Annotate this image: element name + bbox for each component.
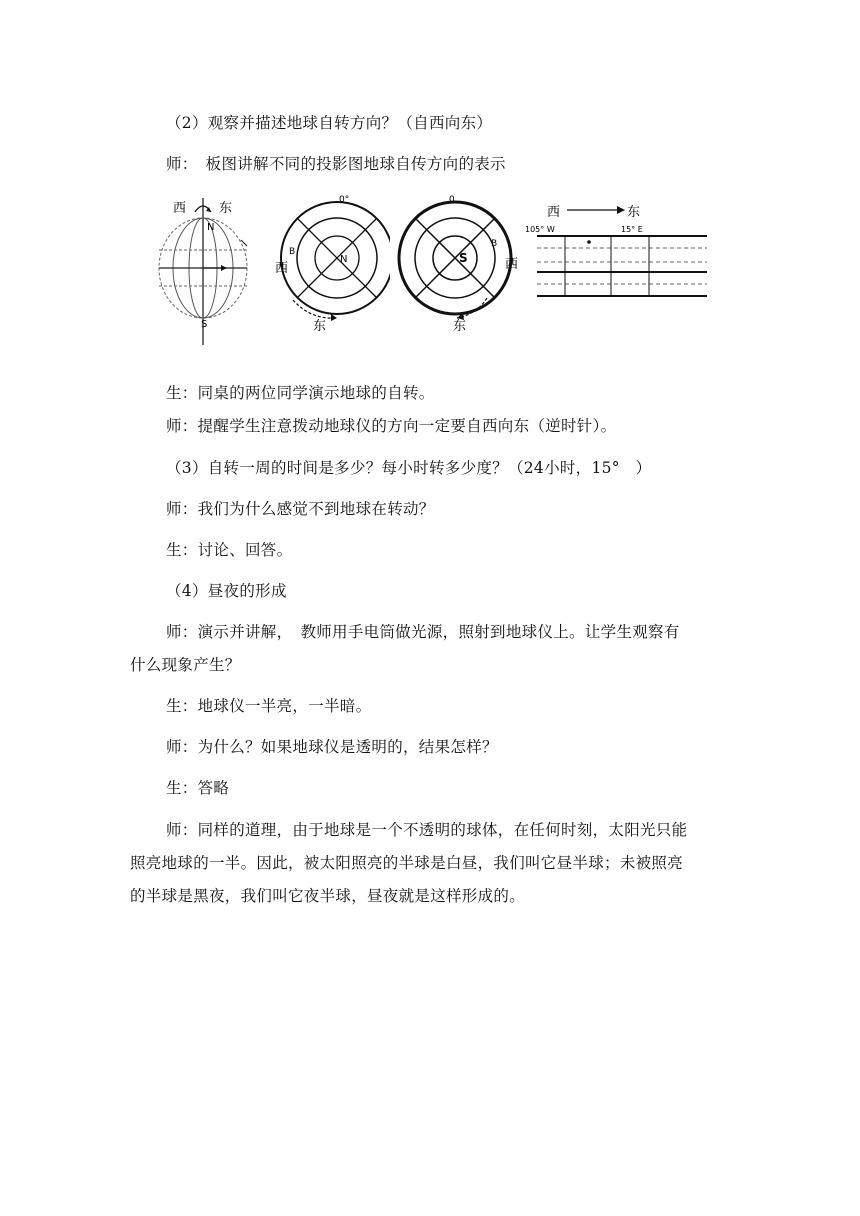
text-line-why-not-feel: 师：我们为什么感觉不到地球在转动？ [166, 500, 435, 518]
text-line-observe-rotation: （2）观察并描述地球自转方向？（自西向东） [166, 114, 493, 132]
south-pole-view-figure [395, 190, 525, 350]
text-line-demo-explain: 师：演示并讲解， 教师用手电筒做光源，照射到地球仪上。让学生观察有 [166, 623, 680, 641]
text-line-same-reason-cont1: 照亮地球的一半。因此，被太阳照亮的半球是白昼，我们叫它昼半球；未被照亮 [130, 854, 684, 872]
fig2-degree-label: 0° [339, 195, 350, 205]
fig2-east-label: 东 [313, 319, 327, 334]
fig2-west-label: 西 [275, 261, 289, 276]
text-line-rotation-period: （3）自转一周的时间是多少？每小时转多少度？（24小时，15° ） [166, 459, 652, 477]
text-line-same-reason: 师：同样的道理，由于地球是一个不透明的球体，在任何时刻，太阳光只能 [166, 821, 688, 839]
text-line-day-night-heading: （4）昼夜的形成 [166, 582, 287, 600]
text-line-half-bright: 生：地球仪一半亮，一半暗。 [166, 697, 372, 715]
text-line-teacher-board: 师： 板图讲解不同的投影图地球自传方向的表示 [166, 155, 506, 173]
fig4-right-longitude: 15° E [621, 225, 643, 234]
fig1-west-label: 西 [173, 201, 187, 216]
fig1-south-label: S [201, 319, 208, 330]
fig2-pole-label: N [340, 254, 348, 265]
fig3-west-label: 西 [505, 257, 519, 272]
text-line-demo-explain-cont: 什么现象产生？ [130, 656, 241, 674]
fig3-pole-label: S [459, 251, 468, 265]
fig3-degree-label: 0 [449, 195, 455, 205]
rotation-direction-figures [155, 190, 715, 350]
fig4-west-label: 西 [547, 205, 561, 220]
text-line-answer-omitted: 生：答略 [166, 779, 230, 797]
text-line-teacher-remind: 师：提醒学生注意拨动地球仪的方向一定要自西向东（逆时针）。 [166, 417, 617, 435]
text-line-discuss: 生：讨论、回答。 [166, 541, 293, 559]
fig1-east-label: 东 [219, 201, 233, 216]
fig2-b-label: B [289, 247, 296, 257]
globe-side-view-figure [155, 190, 260, 350]
fig3-b-label: B [491, 239, 498, 249]
text-line-why-transparent: 师：为什么？如果地球仪是透明的，结果怎样？ [166, 738, 498, 756]
text-line-same-reason-cont2: 的半球是黑夜，我们叫它夜半球，昼夜就是这样形成的。 [130, 887, 526, 905]
rectangular-map-figure [525, 190, 715, 310]
fig4-east-label: 东 [627, 205, 641, 220]
fig3-east-label: 东 [453, 319, 467, 334]
fig1-north-label: N [207, 222, 215, 233]
text-line-student-demo: 生：同桌的两位同学演示地球的自转。 [166, 384, 435, 402]
fig4-left-longitude: 105° W [525, 225, 555, 234]
north-pole-view-figure [265, 190, 390, 350]
